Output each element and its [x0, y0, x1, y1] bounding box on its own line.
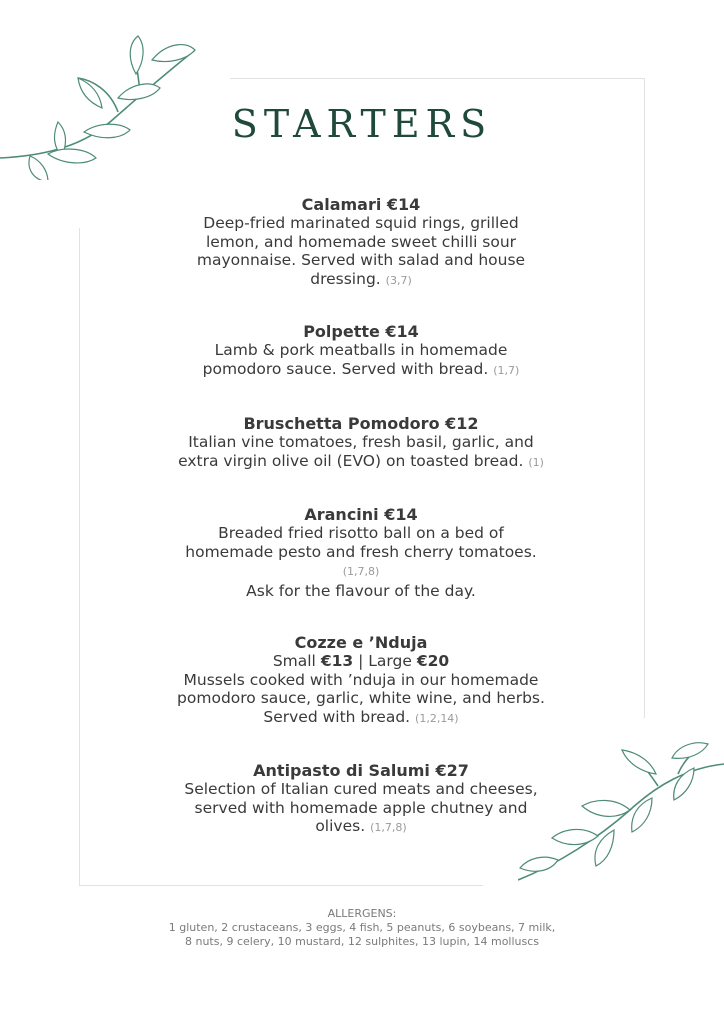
item-allergens: (3,7) [385, 273, 412, 287]
item-allergens: (1,7) [493, 363, 520, 377]
item-description-text: Selection of Italian cured meats and cheeses, served with homemade apple chutney and olives. [184, 780, 538, 835]
menu-item-cozze [175, 633, 547, 728]
menu-item-bruschetta [175, 414, 547, 472]
item-price-options [175, 652, 547, 671]
item-description [175, 214, 547, 290]
item-description [175, 671, 547, 729]
frame-right-line [644, 78, 645, 718]
item-allergens: (1,7,8) [342, 565, 380, 578]
page-title: STARTERS [231, 102, 493, 146]
frame-left-line [79, 228, 80, 886]
menu-item-antipasto [175, 761, 547, 838]
item-allergens: (1,7,8) [370, 821, 407, 834]
allergens-line: 8 nuts, 9 celery, 10 mustard, 12 sulphites, 13 lupin, 14 molluscs [184, 935, 540, 948]
item-allergens: (1) [528, 455, 544, 469]
item-name: Antipasto di Salumi €27 [253, 761, 469, 780]
leaf-sprig-icon [518, 738, 724, 890]
item-name: Calamari €14 [301, 195, 421, 214]
item-description-text: Mussels cooked with ’nduja in our homemade pomodoro sauce, garlic, white wine, and herbs. Served with bread. [177, 670, 545, 726]
price-separator: | [358, 652, 364, 670]
frame-top-line [230, 78, 645, 79]
item-name: Cozze e ’Nduja [294, 633, 428, 652]
menu-item-arancini [175, 505, 547, 600]
item-note: Ask for the flavour of the day. [246, 581, 476, 600]
frame-bottom-line [79, 885, 483, 886]
item-description-text: Italian vine tomatoes, fresh basil, garlic, and extra virgin olive oil (EVO) on toasted bread. [178, 433, 534, 470]
item-name: Polpette €14 [303, 322, 419, 341]
price-small-label: Small [272, 652, 316, 670]
item-description-text: Lamb & pork meatballs in homemade pomodoro sauce. Served with bread. [202, 341, 508, 378]
allergens-heading: ALLERGENS: [327, 907, 397, 920]
item-allergens: (1,2,14) [415, 711, 459, 725]
price-small: €13 [320, 652, 354, 670]
item-name: Bruschetta Pomodoro €12 [243, 414, 479, 433]
menu-item-calamari [175, 195, 547, 290]
price-large: €20 [416, 652, 450, 670]
item-description [175, 780, 547, 838]
allergens-line: 1 gluten, 2 crustaceans, 3 eggs, 4 fish, 5 peanuts, 6 soybeans, 7 milk, [168, 921, 556, 934]
item-description [175, 341, 547, 380]
item-description [175, 433, 547, 472]
item-name: Arancini €14 [304, 505, 418, 524]
price-large-label: Large [368, 652, 412, 670]
item-description [175, 524, 547, 582]
allergens-footer [0, 907, 724, 949]
item-description-text: Deep-fried marinated squid rings, grilled lemon, and homemade sweet chilli sour mayonnaise. Served with salad and house dressing. [196, 214, 526, 288]
menu-item-polpette [175, 322, 547, 380]
item-description-text: Breaded fried risotto ball on a bed of homemade pesto and fresh cherry tomatoes. [185, 524, 537, 561]
